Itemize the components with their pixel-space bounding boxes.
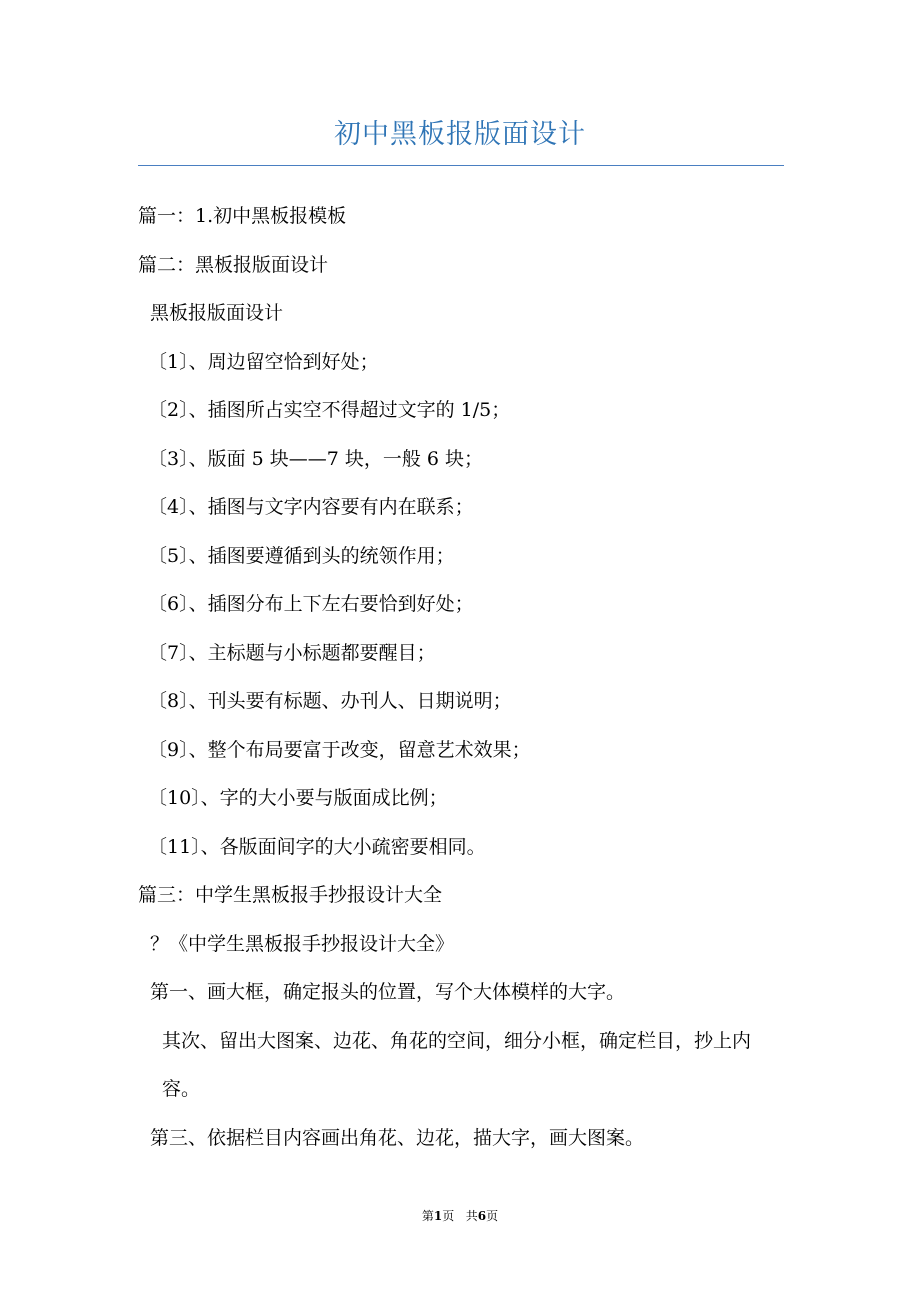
paragraph: 第一、画大框，确定报头的位置，写个大体模样的大字。: [150, 981, 626, 1003]
list-item: 〔9〕、整个布局要富于改变，留意艺术效果；: [148, 738, 531, 761]
list-item: 〔5〕、插图要遵循到头的统领作用；: [148, 544, 455, 567]
list-item: 〔2〕、插图所占实空不得超过文字的 1/5；: [148, 399, 511, 421]
paragraph: 其次、留出大图案、边花、角花的空间，细分小框，确定栏目，抄上内容。: [162, 1029, 752, 1100]
list-item: 〔4〕、插图与文字内容要有内在联系；: [148, 496, 474, 518]
list-item: 〔11〕、各版面间字的大小疏密要相同。: [148, 835, 486, 858]
total-suffix: 页: [486, 1209, 499, 1223]
section-heading-2: 篇二：黑板报版面设计: [138, 253, 329, 276]
total-pages: 6: [477, 1209, 487, 1223]
list-item: 〔8〕、刊头要有标题、办刊人、日期说明；: [148, 690, 512, 712]
page-footer: [0, 1206, 920, 1226]
subheading: 黑板报版面设计: [150, 302, 284, 324]
list-item: 〔10〕、字的大小要与版面成比例；: [148, 787, 448, 809]
list-item: 〔3〕、版面 5 块——7 块，一般 6 块；: [148, 447, 484, 470]
page-number: 1: [433, 1209, 443, 1223]
page-label-prefix: 第: [421, 1209, 434, 1223]
title-divider: [138, 165, 784, 166]
document-title: 初中黑板报版面设计: [334, 119, 586, 150]
page-label-suffix: 页: [442, 1209, 455, 1223]
total-prefix: 共: [465, 1209, 478, 1223]
paragraph: 第三、依据栏目内容画出角花、边花，描大字，画大图案。: [150, 1126, 645, 1149]
section-heading-1: 篇一：1.初中黑板报模板: [138, 205, 347, 227]
list-item: 〔7〕、主标题与小标题都要醒目；: [148, 641, 436, 664]
list-item: 〔6〕、插图分布上下左右要恰到好处；: [148, 593, 474, 615]
paragraph: ？《中学生黑板报手抄报设计大全》: [150, 932, 455, 955]
document-body: [138, 192, 788, 1162]
section-heading-3: 篇三：中学生黑板报手抄报设计大全: [138, 884, 443, 906]
list-item: 〔1〕、周边留空恰到好处；: [148, 350, 379, 373]
